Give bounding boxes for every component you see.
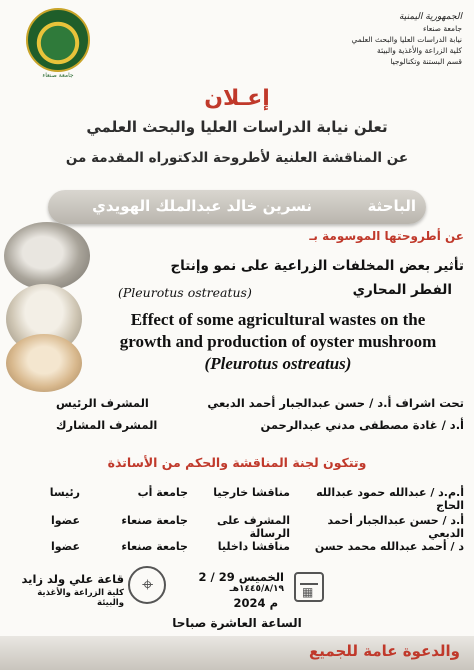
event-day: الخميس 29 / 2: [198, 570, 284, 584]
co-supervisor-role: المشرف المشارك: [56, 418, 158, 432]
announcement-line1: تعلن نيابة الدراسات العليا والبحث العلمي: [86, 118, 388, 136]
event-faculty: كلية الزراعة والأغذية والبيئة: [37, 588, 124, 608]
department-line: قسم البستنة وتكنالوجيا: [390, 57, 462, 66]
committee-member-institution: جامعة أب: [137, 486, 188, 499]
committee-member-position: رئيسا: [49, 486, 80, 499]
thesis-ar-line2: الفطر المحاري: [352, 282, 452, 298]
mushroom-photo: [6, 334, 82, 392]
university-seal-icon: [26, 8, 90, 72]
mushroom-photo: [4, 222, 90, 290]
main-supervisor-name: تحت اشراف أ.د / حسن عبدالجبار أحمد الدبعي: [207, 396, 464, 410]
announcement-title: إعـلان: [204, 86, 270, 111]
researcher-role: الباحثة: [367, 197, 416, 215]
co-supervisor-name: أ.د / غادة مصطفى مدني عبدالرحمن: [260, 418, 464, 432]
researcher-name: نسرين خالد عبدالملك الهويدي: [92, 197, 312, 215]
committee-member-name: أ.د / حسن عبدالجبار أحمد الدبعي: [327, 514, 464, 540]
event-time: الساعة العاشرة صباحا: [172, 616, 302, 630]
committee-member-position: عضوا: [50, 514, 80, 527]
location-pin-icon: ⌖: [128, 566, 166, 604]
main-supervisor-role: المشرف الرئيس: [56, 396, 149, 410]
event-hall: قاعة علي ولد زايد: [21, 572, 124, 586]
committee-member-role: المشرف على الرسالة: [216, 514, 290, 540]
thesis-ar-latin-name: (Pleurotus ostreatus): [118, 285, 252, 300]
announcement-line2: عن المناقشة العلنية لأطروحة الدكتوراه المقدمة من: [65, 150, 409, 166]
deanship-line: نيابة الدراسات العليا والبحث العلمي: [351, 35, 462, 44]
committee-member-institution: جامعة صنعاء: [121, 514, 188, 527]
thesis-ar-line1: تأثير بعض المخلفات الزراعية على نمو وإنتاج: [170, 258, 464, 274]
committee-member-role: مناقشا داخليا: [217, 540, 290, 553]
committee-member-role: مناقشا خارجيا: [213, 486, 290, 499]
committee-member-name: د / أحمد عبدالله محمد حسن: [314, 540, 464, 553]
university-line: جامعة صنعاء: [422, 24, 462, 33]
committee-member-institution: جامعة صنعاء: [121, 540, 188, 553]
public-invitation: والدعوة عامة للجميع: [309, 642, 460, 660]
event-gregorian-year: 2024 م: [233, 596, 278, 610]
thesis-en-line1: Effect of some agricultural wastes on the: [130, 310, 426, 329]
thesis-en-line2: growth and production of oyster mushroom: [119, 332, 437, 351]
committee-member-position: عضوا: [50, 540, 80, 553]
logo-caption: جامعة صنعاء: [42, 72, 74, 79]
committee-member-name: أ.م.د / عبدالله حمود عبدالله الحاج: [316, 486, 464, 512]
faculty-line: كلية الزراعة والأغذية والبيئة: [377, 46, 462, 55]
thesis-label: عن أطروحتها الموسومة بـ: [309, 229, 464, 243]
country-line: الجمهورية اليمنية: [398, 12, 462, 22]
event-hijri-date: ١٤٤٥/٨/١٩هـ: [229, 584, 284, 594]
committee-title: وتتكون لجنة المناقشة والحكم من الأساتذة: [107, 455, 367, 470]
calendar-icon: [294, 572, 324, 602]
thesis-en-line3: (Pleurotus ostreatus): [204, 354, 352, 373]
university-header: [302, 12, 462, 67]
